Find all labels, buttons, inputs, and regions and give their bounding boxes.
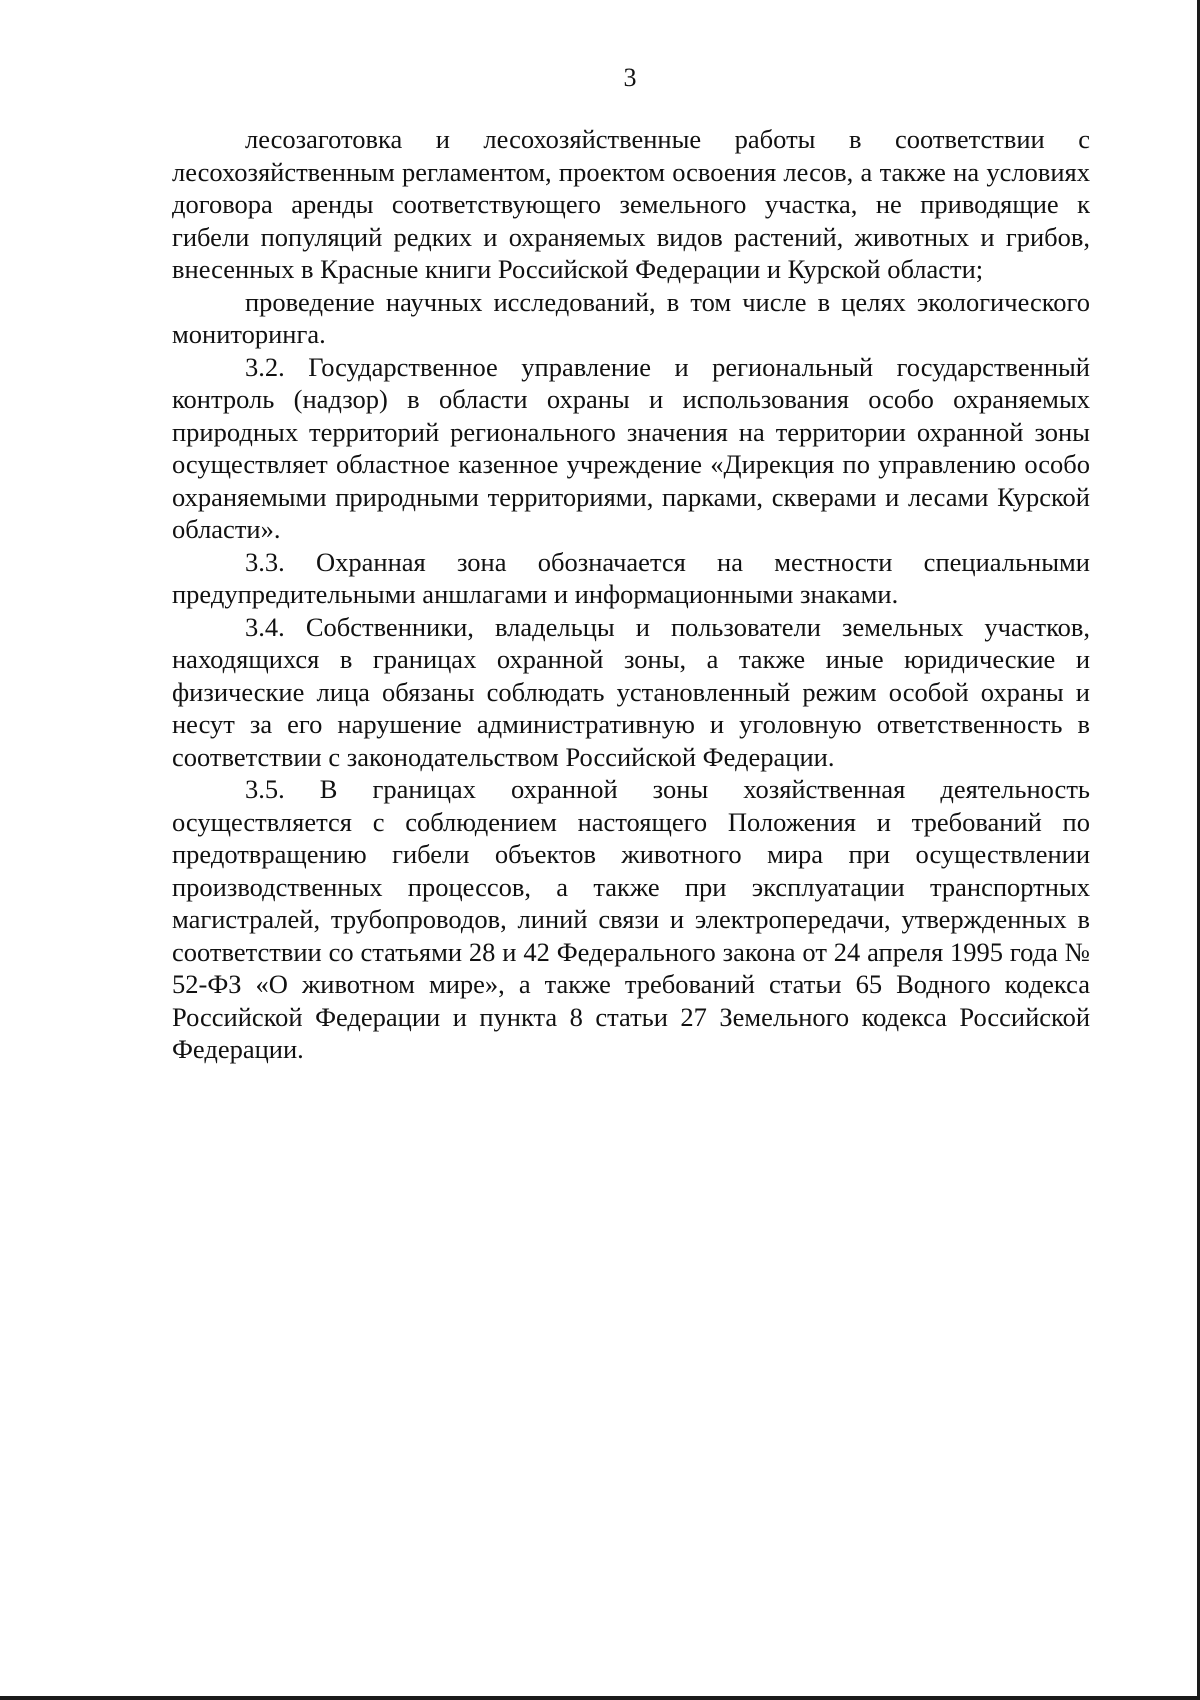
paragraph-research: проведение научных исследований, в том числе в целях экологического мониторинга. bbox=[172, 286, 1090, 349]
scan-edge-bottom bbox=[0, 1696, 1200, 1700]
paragraph-3-2: 3.2. Государственное управление и региональный государственный контроль (надзор) в области охраны и использования особо охраняемых природных территорий регионального значения на территории охранной зоны осуществляет областное казенное учреждение «Дирекция по управлению особо охраняемыми природными территориями, парками, скверами и лесами Курской области». bbox=[172, 351, 1090, 544]
paragraph-3-4: 3.4. Собственники, владельцы и пользователи земельных участков, находящихся в границах охранной зоны, а также иные юридические и физические лица обязаны соблюдать установленный режим особой охраны и несут за его нарушение административную и уголовную ответственность в соответствии с законодательством Российской Федерации. bbox=[172, 611, 1090, 772]
page-number: 3 bbox=[623, 63, 637, 92]
paragraph-logging: лесозаготовка и лесохозяйственные работы в соответствии с лесохозяйственным регламентом, проектом освоения лесов, а также на условиях договора аренды соответствующего земельного участка, не приводящие к гибели популяций редких и охраняемых видов растений, животных и грибов, внесенных в Красные книги Российской Федерации и Курской области; bbox=[172, 124, 1090, 284]
paragraph-3-5: 3.5. В границах охранной зоны хозяйственная деятельность осуществляется с соблюдением настоящего Положения и требований по предотвращению гибели объектов животного мира при осуществлении производственных процессов, а также при эксплуатации транспортных магистралей, трубопроводов, линий связи и электропередачи, утвержденных в соответствии со статьями 28 и 42 Федерального закона от 24 апреля 1995 года № 52-ФЗ «О животном мире», а также требований статьи 65 Водного кодекса Российской Федерации и пункта 8 статьи 27 Земельного кодекса Российской Федерации. bbox=[172, 774, 1090, 1064]
document-body bbox=[172, 123, 1090, 1066]
paragraph-3-3: 3.3. Охранная зона обозначается на местности специальными предупредительными аншлагами и информационными знаками. bbox=[172, 546, 1090, 609]
